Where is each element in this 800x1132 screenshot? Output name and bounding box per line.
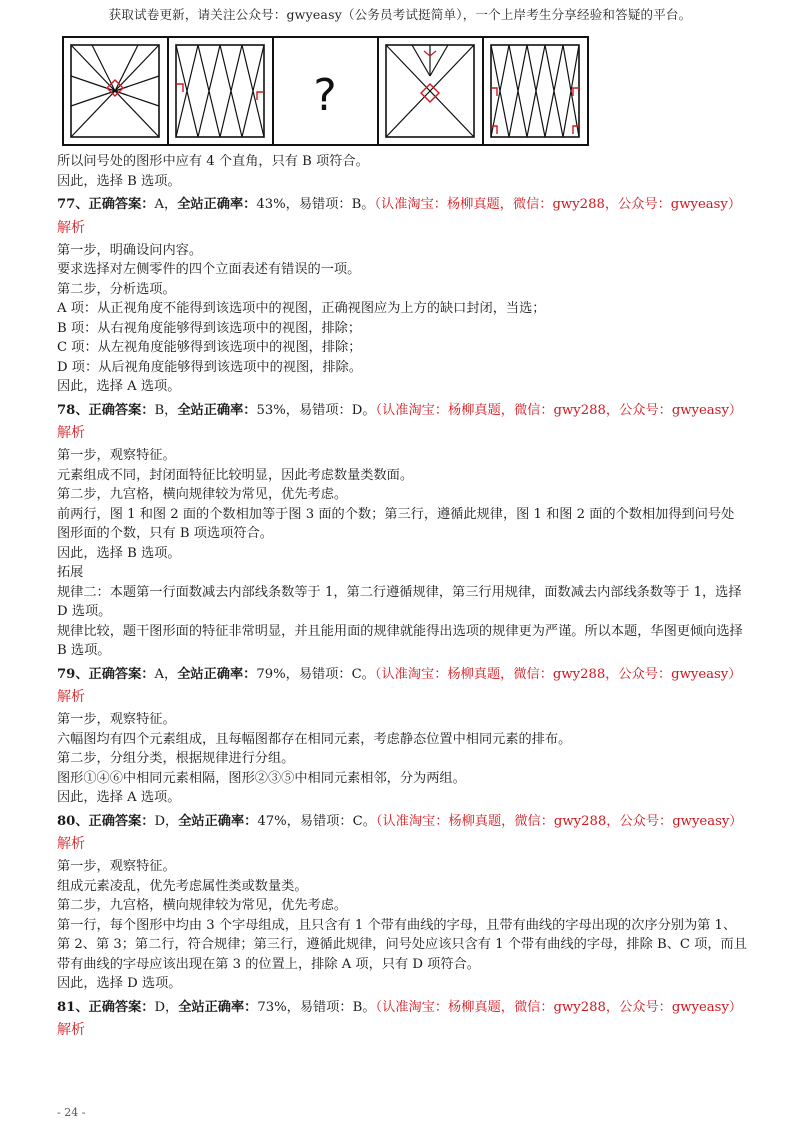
analysis-line: 第一步，观察特征。	[57, 712, 176, 727]
analysis-line: 因此，选择 B 选项。	[57, 545, 181, 561]
puzzle-figure-strip	[62, 36, 589, 146]
answer-line-79	[57, 665, 747, 685]
promo-text: （认准淘宝：杨柳真题，微信：gwy288，公众号：gwyeasy）	[375, 402, 743, 418]
promo-text: （认准淘宝：杨柳真题，微信：gwy288，公众号：gwyeasy）	[375, 999, 743, 1015]
analysis-heading: 解析	[57, 1022, 85, 1038]
analysis-line: 组成元素凌乱，优先考虑属性类或数量类。	[57, 878, 308, 894]
answer-value: A，	[154, 666, 178, 682]
rate-label: 全站正确率：	[177, 666, 257, 682]
analysis-heading: 解析	[57, 425, 85, 441]
intro-line: 因此，选择 B 选项。	[57, 173, 181, 189]
analysis-line: D 项：从后视角度能够得到该选项中的视图，排除。	[57, 359, 362, 375]
answer-value: D，	[154, 999, 179, 1015]
answer-label: 正确答案：	[88, 197, 155, 212]
intro-line: 所以问号处的图形中应有 4 个直角，只有 B 项符合。	[57, 154, 369, 169]
answer-label: 正确答案：	[88, 666, 155, 682]
analysis-line: 规律二：本题第一行面数减去内部线条数等于 1，第二行遵循规律，第三行用规律，面数减去内部线条数等于 1，选择 D 选项。	[57, 584, 742, 619]
question-number: 78、	[57, 402, 89, 418]
analysis-line: C 项：从左视角度能够得到该选项中的视图，排除；	[57, 340, 362, 355]
analysis-line: 六幅图均有四个元素组成，且每幅图都存在相同元素，考虑静态位置中相同元素的排布。	[57, 731, 572, 747]
analysis-line: 第一步，明确设问内容。	[57, 242, 203, 258]
analysis-line: 规律比较，题干图形面的特征非常明显，并且能用面的规律就能得出选项的规律更为严谨。所以本题，华图更倾向选择 B 选项。	[57, 623, 743, 658]
promo-text: （认准淘宝：杨柳真题，微信：gwy288，公众号：gwyeasy）	[374, 197, 742, 212]
figure-panel-3	[313, 70, 336, 121]
analysis-heading: 解析	[57, 836, 85, 852]
analysis-line: 因此，选择 A 选项。	[57, 379, 181, 394]
analysis-line: 前两行，图 1 和图 2 面的个数相加等于图 3 面的个数；第三行，遵循此规律，图 1 和图 2 面的个数相加得到问号处图形面的个数，只有 B 项选项符合。	[57, 506, 735, 541]
rate-label: 全站正确率：	[177, 402, 257, 418]
page-number: - 24 -	[57, 1106, 86, 1119]
analysis-line: B 项：从右视角度能够得到该选项中的视图，排除；	[57, 320, 362, 336]
promo-text: （认准淘宝：杨柳真题，微信：gwy288，公众号：gwyeasy）	[375, 813, 743, 829]
analysis-line: 第一步，观察特征。	[57, 448, 176, 463]
analysis-line: 图形①④⑥中相同元素相隔，图形②③⑤中相同元素相邻，分为两组。	[57, 770, 466, 786]
analysis-line: 元素组成不同，封闭面特征比较明显，因此考虑数量类数面。	[57, 467, 414, 483]
answer-label: 正确答案：	[88, 402, 155, 418]
answer-line-78	[57, 401, 747, 421]
analysis-line: 第二步，九宫格，横向规律较为常见，优先考虑。	[57, 898, 348, 913]
puzzle-figure	[62, 36, 589, 146]
analysis-line: 第二步，九宫格，横向规律较为常见，优先考虑。	[57, 487, 348, 502]
answer-value: D，	[154, 813, 179, 829]
extension-heading: 拓展	[57, 565, 84, 580]
figure-panel-2	[176, 45, 264, 137]
rate-value: 43%，易错项：B。	[256, 197, 375, 212]
rate-value: 79%，易错项：C。	[256, 666, 375, 682]
question-number: 81、	[57, 999, 89, 1015]
document-body	[57, 152, 747, 1043]
question-number: 77、	[57, 197, 89, 212]
page-header: 获取试卷更新，请关注公众号：gwyeasy（公务员考试挺简单），一个上岸考生分享经验和答疑的平台。	[108, 7, 692, 22]
rate-value: 47%，易错项：C。	[257, 813, 376, 829]
rate-label: 全站正确率：	[178, 813, 258, 829]
analysis-line: 第一步，观察特征。	[57, 859, 176, 874]
answer-value: B，	[154, 402, 178, 418]
answer-label: 正确答案：	[88, 999, 155, 1015]
analysis-line: 因此，选择 A 选项。	[57, 790, 181, 805]
question-number: 79、	[57, 666, 89, 682]
analysis-line: 第二步，分组分类，根据规律进行分组。	[57, 751, 295, 766]
answer-line-81	[57, 998, 747, 1018]
answer-label: 正确答案：	[88, 813, 155, 829]
figure-panel-1	[71, 45, 159, 137]
rate-value: 73%，易错项：B。	[257, 999, 376, 1015]
answer-line-80	[57, 812, 747, 832]
figure-panel-5	[491, 45, 579, 137]
rate-label: 全站正确率：	[178, 999, 258, 1015]
analysis-heading: 解析	[57, 219, 85, 236]
analysis-line: A 项：从正视角度不能得到该选项中的视图，正确视图应为上方的缺口封闭，当选；	[57, 301, 546, 316]
promo-text: （认准淘宝：杨柳真题，微信：gwy288，公众号：gwyeasy）	[374, 666, 742, 682]
question-mark: ?	[313, 70, 337, 121]
analysis-line: 因此，选择 D 选项。	[57, 976, 182, 991]
analysis-line: 第二步，分析选项。	[57, 281, 176, 297]
rate-label: 全站正确率：	[177, 197, 257, 212]
analysis-line: 要求选择对左侧零件的四个立面表述有错误的一项。	[57, 262, 361, 277]
answer-line-77	[57, 195, 747, 215]
analysis-line: 第一行，每个图形中均由 3 个字母组成，且只含有 1 个带有曲线的字母，且带有曲线的字母出现的次序分别为第 1、第 2、第 3；第二行，符合规律；第三行，遵循此规律，问号处应该只含有 1 个带有曲线的字母，排除 B、C 项，而且带有曲线的字母应该出现在第 3 的位置上，排除 A 项，只有 D 项符合。	[57, 917, 747, 972]
figure-panel-4	[386, 45, 474, 137]
question-number: 80、	[57, 813, 89, 829]
rate-value: 53%，易错项：D。	[256, 402, 376, 418]
answer-value: A，	[154, 197, 178, 212]
analysis-heading: 解析	[57, 689, 85, 705]
